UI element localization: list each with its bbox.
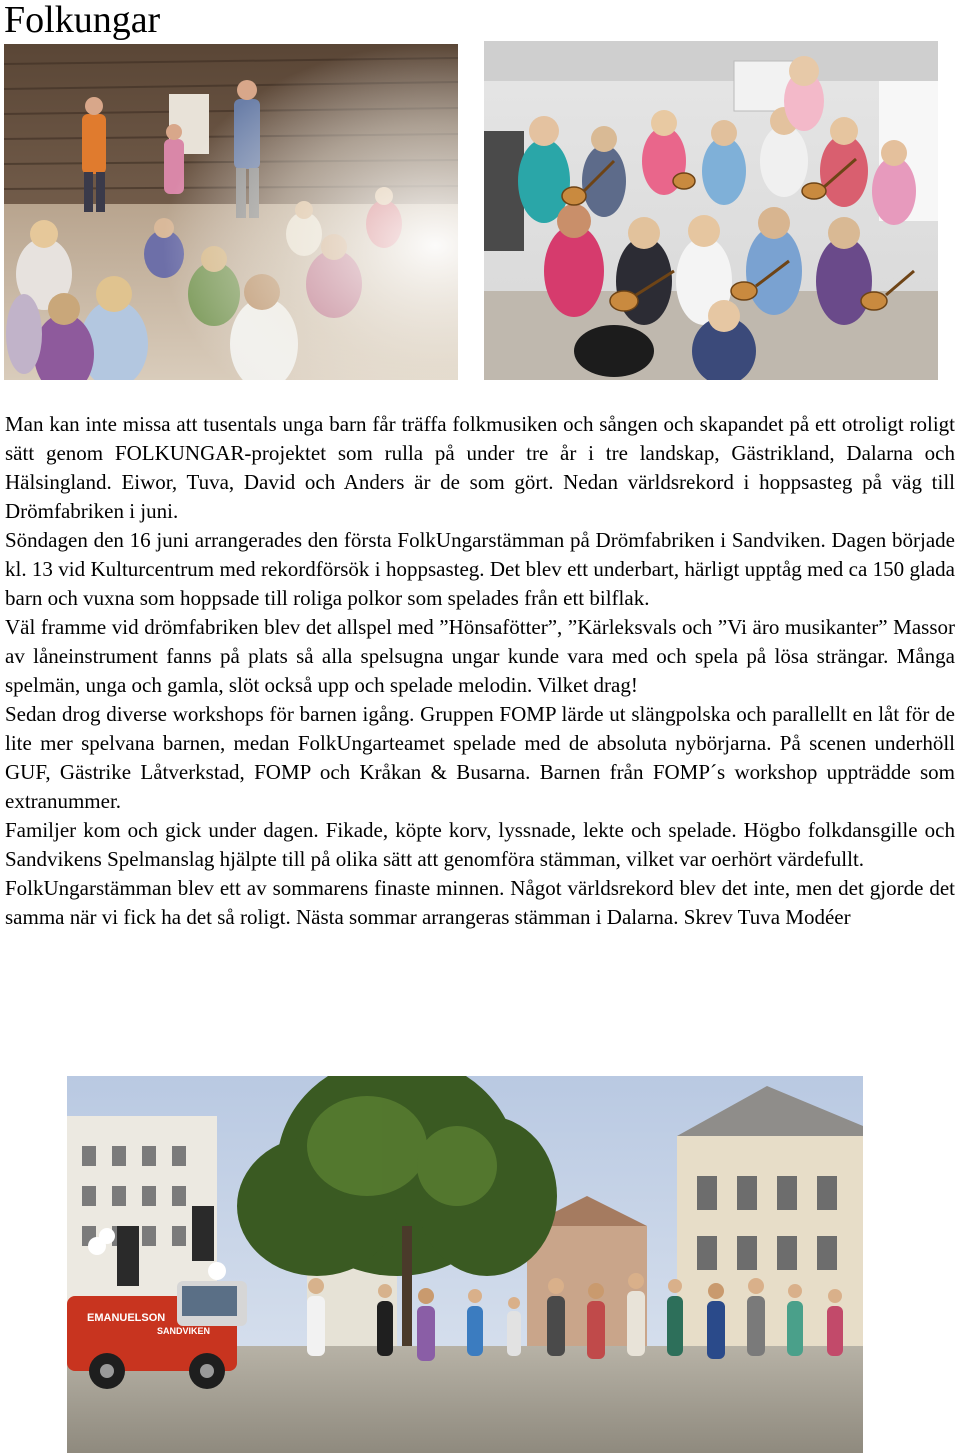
street-image (67, 1076, 863, 1453)
photo-classroom (484, 41, 938, 380)
article-paragraph-2: Söndagen den 16 juni arrangerades den första FolkUngarstämman på Drömfabriken i Sandviken. Dagen började kl. 13 vid Kulturcentrum med rekordförsök i hoppsasteg. Det blev ett underbart, härligt upptåg med ca 150 glada barn och vuxna som hoppsade till roliga polkor som spelades från ett bilflak. (5, 528, 955, 610)
article-body (5, 410, 955, 932)
article-paragraph-1: Man kan inte missa att tusentals unga barn får träffa folkmusiken och sången och skapandet på ett otroligt roligt sätt genom FOLKUNGAR-projektet som rulla på under tre år i tre landskap, Gästrikland, Dalarna och Hälsingland. Eiwor, Tuva, David och Anders är de som gört. Nedan världsrekord i hoppsasteg på väg till Drömfabriken i juni. (5, 412, 955, 523)
page-title: Folkungar (4, 0, 161, 41)
article-paragraph-3: Väl framme vid drömfabriken blev det allspel med ”Hönsafötter”, ”Kärleksvals och ”Vi äro musikanter” Massor av låneinstrument fanns på plats så alla spelsugna ungar kunde vara med och spela på lösa strängar. Många spelmän, unga och gamla, slöt också upp och spelade melodin. Vilket drag! (5, 615, 955, 697)
classroom-image (484, 41, 938, 380)
photo-street (67, 1076, 863, 1453)
article-paragraph-6: FolkUngarstämman blev ett av sommarens finaste minnen. Något världsrekord blev det inte, men det gjorde det samma när vi fick ha det så roligt. Nästa sommar arrangeras stämman i Dalarna. Skrev Tuva Modéer (5, 876, 955, 929)
article-paragraph-4: Sedan drog diverse workshops för barnen igång. Gruppen FOMP lärde ut slängpolska och parallellt en låt för de lite mer spelvana barnen, medan FolkUngarteamet spelade med de absoluta nybörjarna. På scenen underhöll GUF, Gästrike Låtverkstad, FOMP och Kråkan & Busarna. Barnen från FOMP´s workshop uppträdde som extranummer. (5, 702, 955, 813)
article-paragraph-5: Familjer kom och gick under dagen. Fikade, köpte korv, lyssnade, lekte och spelade. Högbo folkdansgille och Sandvikens Spelmanslag hjälpte till på olika sätt att genomföra stämman, vilket var oerhört värdefullt. (5, 818, 955, 871)
photo-dance-hall (4, 44, 458, 380)
van-sign-line1: EMANUELSON (87, 1312, 166, 1324)
van-sign-line2: SANDVIKEN (157, 1326, 211, 1336)
dance-hall-image (4, 44, 458, 380)
